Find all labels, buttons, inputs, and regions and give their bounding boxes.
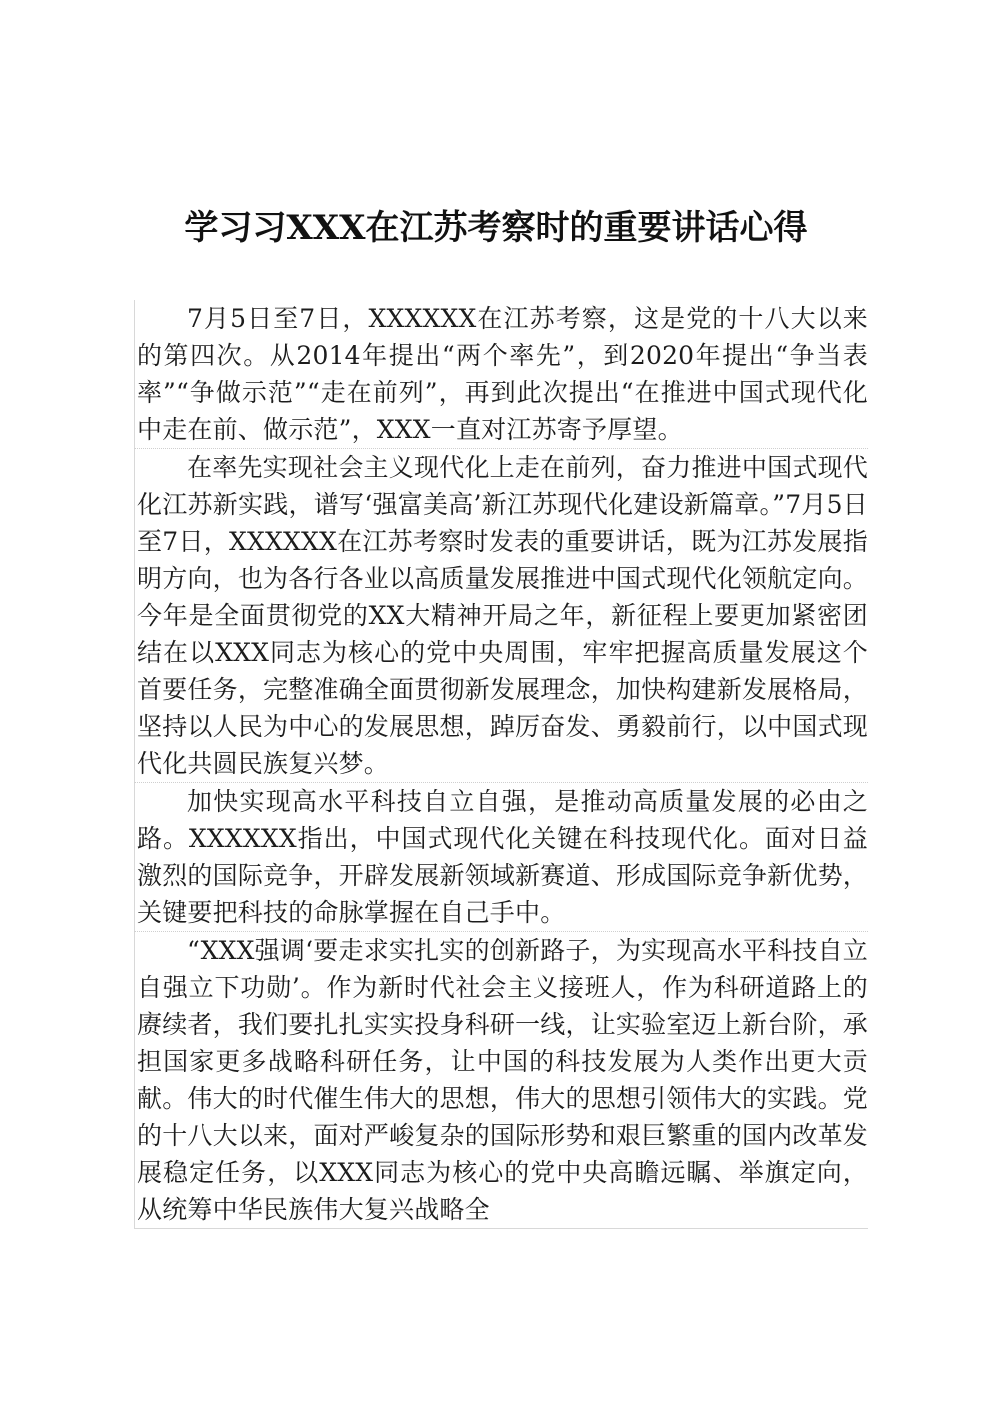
- paragraph-2: 在率先实现社会主义现代化上走在前列，奋力推进中国式现代化江苏新实践，谱写‘强富美高’新江苏现代化建设新篇章。”7月5日至7日，XXXXXX在江苏考察时发表的重要讲话，既为江苏发展指明方向，也为各行各业以高质量发展推进中国式现代化领航定向。今年是全面贯彻党的XX大精神开局之年，新征程上要更加紧密团结在以XXX同志为核心的党中央周围，牢牢把握高质量发展这个首要任务，完整准确全面贯彻新发展理念，加快构建新发展格局，坚持以人民为中心的发展思想，踔厉奋发、勇毅前行，以中国式现代化共圆民族复兴梦。: [134, 448, 868, 782]
- paragraph-4: “XXX强调‘要走求实扎实的创新路子，为实现高水平科技自立自强立下功勋’。作为新时代社会主义接班人，作为科研道路上的赓续者，我们要扎扎实实投身科研一线，让实验室迈上新台阶，承担国家更多战略科研任务，让中国的科技发展为人类作出更大贡献。伟大的时代催生伟大的思想，伟大的思想引领伟大的实践。党的十八大以来，面对严峻复杂的国际形势和艰巨繁重的国内改革发展稳定任务，以XXX同志为核心的党中央高瞻远瞩、举旗定向，从统筹中华民族伟大复兴战略全: [134, 931, 868, 1229]
- paragraph-1: 7月5日至7日，XXXXXX在江苏考察，这是党的十八大以来的第四次。从2014年提出“两个率先”，到2020年提出“争当表率”“争做示范”“走在前列”，再到此次提出“在推进中国式现代化中走在前、做示范”，XXX一直对江苏寄予厚望。: [134, 300, 868, 448]
- paragraph-3: 加快实现高水平科技自立自强，是推动高质量发展的必由之路。XXXXXX指出，中国式现代化关键在科技现代化。面对日益激烈的国际竞争，开辟发展新领域新赛道、形成国际竞争新优势，关键要把科技的命脉掌握在自己手中。: [134, 782, 868, 931]
- document-title: 学习习XXX在江苏考察时的重要讲话心得: [184, 208, 808, 248]
- document-body: [134, 300, 868, 1229]
